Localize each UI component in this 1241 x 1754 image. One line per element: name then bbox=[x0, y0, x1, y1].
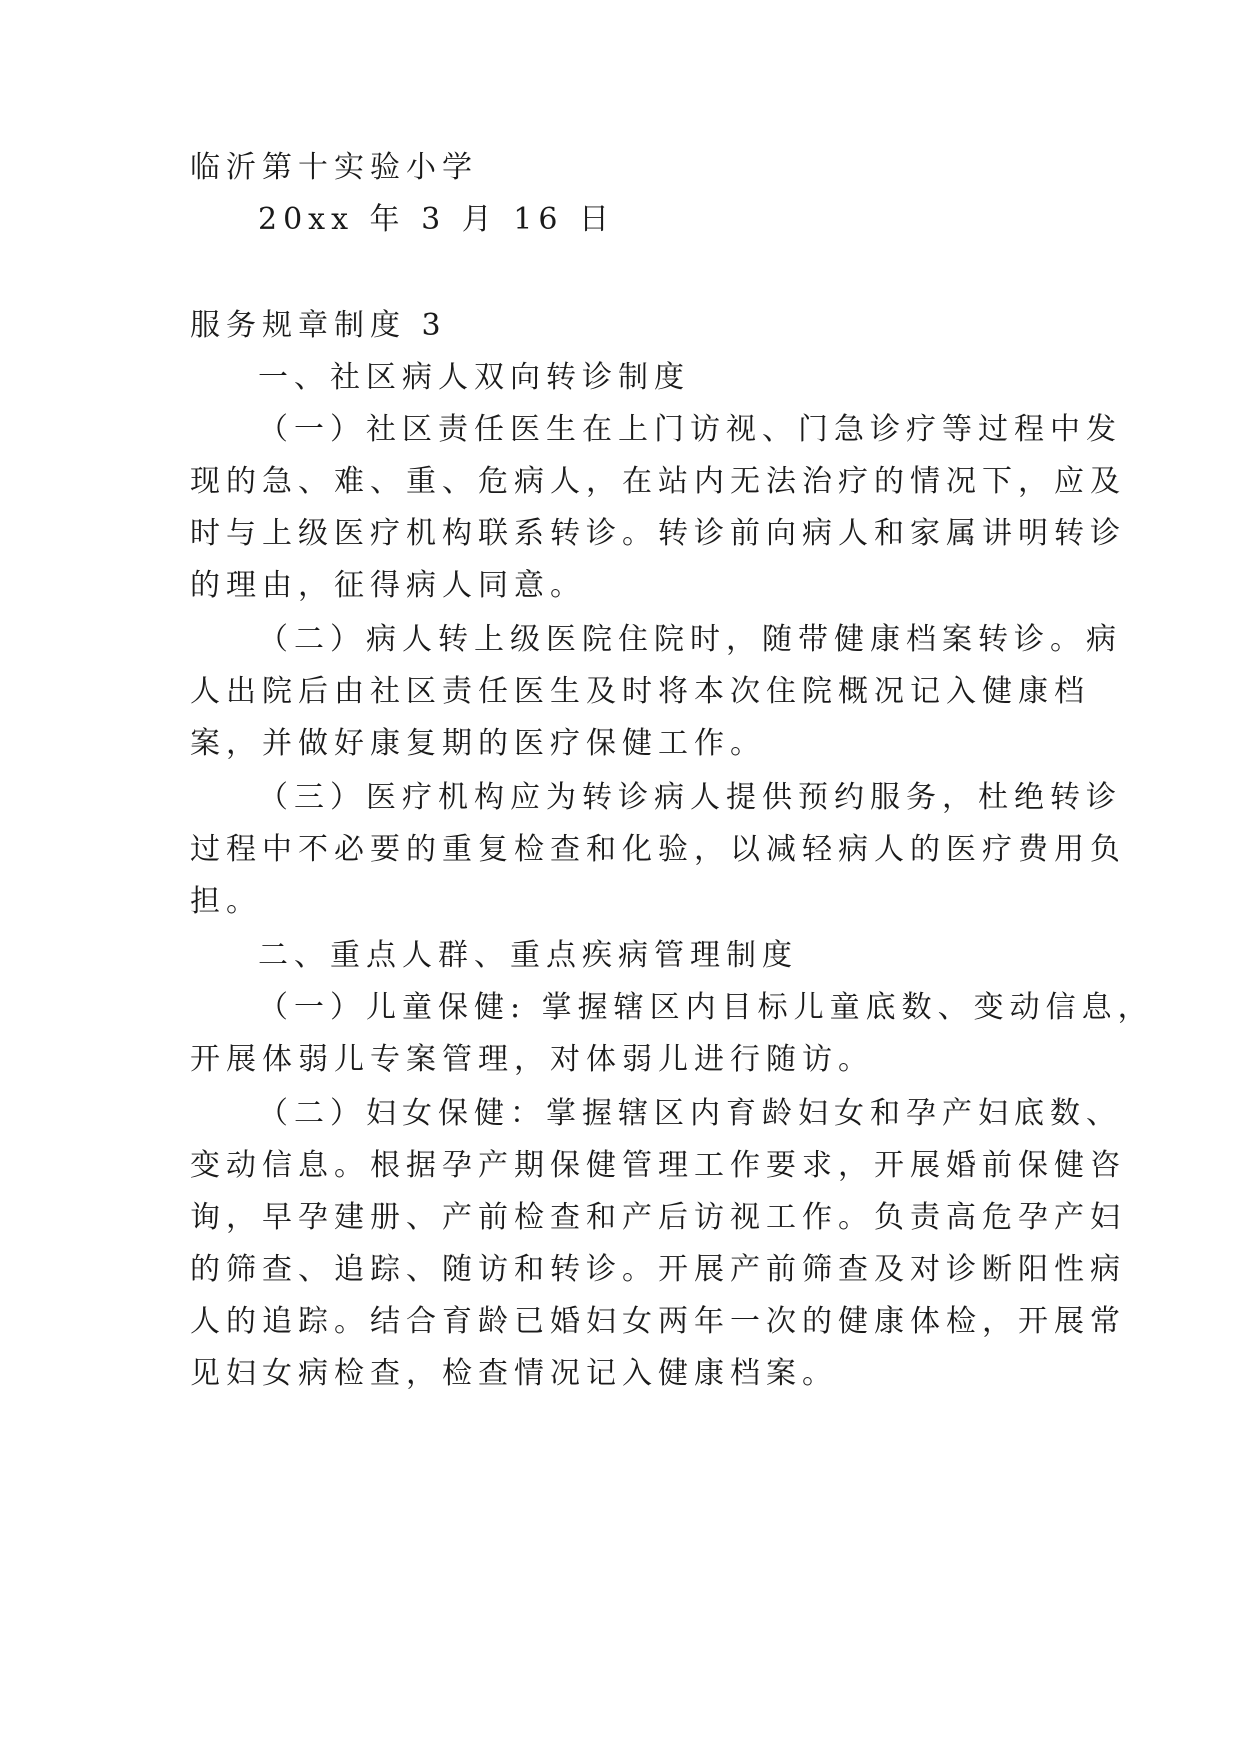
paragraph-line: 人的追踪。结合育龄已婚妇女两年一次的健康体检，开展常 bbox=[190, 1304, 1126, 1339]
paragraph-line: 开展体弱儿专案管理，对体弱儿进行随访。 bbox=[190, 1042, 874, 1077]
paragraph-line: （一）社区责任医生在上门访视、门急诊疗等过程中发 bbox=[258, 412, 1122, 447]
paragraph-line: 见妇女病检查，检查情况记入健康档案。 bbox=[190, 1356, 838, 1391]
paragraph-line: （二）病人转上级医院住院时，随带健康档案转诊。病 bbox=[258, 622, 1122, 657]
paragraph-line: 过程中不必要的重复检查和化验，以减轻病人的医疗费用负 bbox=[190, 832, 1126, 867]
paragraph-line: 询，早孕建册、产前检查和产后访视工作。负责高危孕产妇 bbox=[190, 1200, 1126, 1235]
paragraph-line: 担。 bbox=[190, 884, 262, 919]
paragraph-line: 的理由，征得病人同意。 bbox=[190, 568, 586, 603]
document-title: 服务规章制度 3 bbox=[190, 308, 447, 343]
paragraph-line: （一）儿童保健: 掌握辖区内目标儿童底数、变动信息， bbox=[258, 990, 1154, 1025]
paragraph-line: 时与上级医疗机构联系转诊。转诊前向病人和家属讲明转诊 bbox=[190, 516, 1126, 551]
paragraph-line: （三）医疗机构应为转诊病人提供预约服务，杜绝转诊 bbox=[258, 780, 1122, 815]
section-heading-2: 二、重点人群、重点疾病管理制度 bbox=[258, 938, 798, 973]
paragraph-line: 人出院后由社区责任医生及时将本次住院概况记入健康档 bbox=[190, 674, 1090, 709]
paragraph-line: 现的急、难、重、危病人，在站内无法治疗的情况下，应及 bbox=[190, 464, 1126, 499]
school-name: 临沂第十实验小学 bbox=[190, 150, 478, 185]
document-date: 20xx 年 3 月 16 日 bbox=[258, 202, 615, 237]
paragraph-line: 的筛查、追踪、随访和转诊。开展产前筛查及对诊断阳性病 bbox=[190, 1252, 1126, 1287]
paragraph-line: （二）妇女保健：掌握辖区内育龄妇女和孕产妇底数、 bbox=[258, 1096, 1122, 1131]
paragraph-line: 案，并做好康复期的医疗保健工作。 bbox=[190, 726, 766, 761]
section-heading-1: 一、社区病人双向转诊制度 bbox=[258, 360, 690, 395]
paragraph-line: 变动信息。根据孕产期保健管理工作要求，开展婚前保健咨 bbox=[190, 1148, 1126, 1183]
